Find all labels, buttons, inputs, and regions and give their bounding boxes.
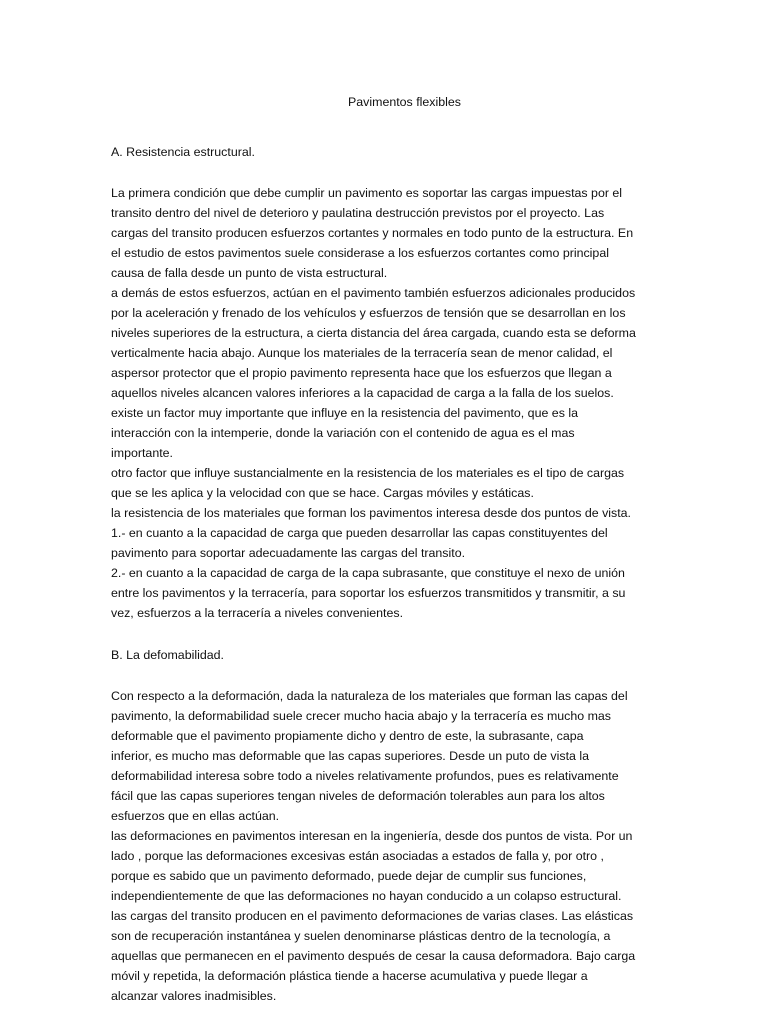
text-line: 2.- en cuanto a la capacidad de carga de la capa subrasante, que constituye el nexo de unión xyxy=(111,566,625,580)
text-line: interacción con la intemperie, donde la variación con el contenido de agua es el mas xyxy=(111,426,575,440)
text-line: 1.- en cuanto a la capacidad de carga que pueden desarrollar las capas constituyentes del xyxy=(111,526,608,540)
text-line: las deformaciones en pavimentos interesan en la ingeniería, desde dos puntos de vista. Por un xyxy=(111,829,633,843)
text-line: niveles superiores de la estructura, a cierta distancia del área cargada, cuando esta se deforma xyxy=(111,326,636,340)
text-line: pavimento para soportar adecuadamente las cargas del transito. xyxy=(111,546,466,560)
text-line: aquellos niveles alcancen valores inferiores a la capacidad de carga a la falla de los suelos. xyxy=(111,386,614,400)
section-spacer xyxy=(111,623,678,645)
section-b-heading: B. La defomabilidad. xyxy=(111,648,224,662)
text-line: porque es sabido que un pavimento deformado, puede dejar de cumplir sus funciones, xyxy=(111,869,587,883)
text-line: deformabilidad interesa sobre todo a niveles relativamente profundos, pues es relativamente xyxy=(111,769,619,783)
text-line: transito dentro del nivel de deterioro y paulatina destrucción previstos por el proyecto. Las xyxy=(111,206,605,220)
text-line: Con respecto a la deformación, dada la naturaleza de los materiales que forman las capas del xyxy=(111,689,628,703)
text-line: entre los pavimentos y la terracería, para soportar los esfuerzos transmitidos y transmitir, a su xyxy=(111,586,626,600)
text-line: causa de falla desde un punto de vista estructural. xyxy=(111,266,388,280)
text-line: a demás de estos esfuerzos, actúan en el pavimento también esfuerzos adicionales producidos xyxy=(111,286,636,300)
text-line: alcanzar valores inadmisibles. xyxy=(111,989,277,1003)
text-line: cargas del transito producen esfuerzos cortantes y normales en todo punto de la estructura. En xyxy=(111,226,634,240)
text-line: las cargas del transito producen en el pavimento deformaciones de varias clases. Las elásticas xyxy=(111,909,634,923)
text-line: vez, esfuerzos a la terracería a niveles convenientes. xyxy=(111,606,404,620)
text-line: son de recuperación instantánea y suelen denominarse plásticas dentro de la tecnología, a xyxy=(111,929,611,943)
text-line: esfuerzos que en ellas actúan. xyxy=(111,809,280,823)
text-line: lado , porque las deformaciones excesivas están asociadas a estados de falla y, por otro , xyxy=(111,849,604,863)
text-line: importante. xyxy=(111,446,173,460)
text-line: aquellas que permanecen en el pavimento después de cesar la causa deformadora. Bajo carga xyxy=(111,949,636,963)
section-a-heading: A. Resistencia estructural. xyxy=(111,145,255,159)
text-line: otro factor que influye sustancialmente en la resistencia de los materiales es el tipo de cargas xyxy=(111,466,625,480)
text-line: la resistencia de los materiales que forman los pavimentos interesa desde dos puntos de vista. xyxy=(111,506,632,520)
text-line: inferior, es mucho mas deformable que las capas superiores. Desde un puto de vista la xyxy=(111,749,589,763)
text-line: que se les aplica y la velocidad con que se hace. Cargas móviles y estáticas. xyxy=(111,486,534,500)
text-line: pavimento, la deformabilidad suele crecer mucho hacia abajo y la terracería es mucho mas xyxy=(111,709,612,723)
text-line: independientemente de que las deformaciones no hayan conducido a un colapso estructural. xyxy=(111,889,622,903)
text-line: deformable que el pavimento propiamente dicho y dentro de este, la subrasante, capa xyxy=(111,729,584,743)
text-line: aspersor protector que el propio pavimento representa hace que los esfuerzos que llegan a xyxy=(111,366,612,380)
text-line: el estudio de estos pavimentos suele considerase a los esfuerzos cortantes como principal xyxy=(111,246,609,260)
text-line: por la aceleración y frenado de los vehículos y esfuerzos de tensión que se desarrollan en los xyxy=(111,306,626,320)
text-line: móvil y repetida, la deformación plástica tiende a hacerse acumulativa y puede llegar a xyxy=(111,969,588,983)
text-line: La primera condición que debe cumplir un pavimento es soportar las cargas impuestas por el xyxy=(111,186,623,200)
page-title: Pavimentos flexibles xyxy=(348,95,461,109)
text-line: existe un factor muy importante que influye en la resistencia del pavimento, que es la xyxy=(111,406,578,420)
section-a-body xyxy=(111,183,678,623)
text-line: verticalmente hacia abajo. Aunque los materiales de la terracería sean de menor calidad, el xyxy=(111,346,613,360)
section-b-body xyxy=(111,686,678,1006)
text-line: fácil que las capas superiores tengan niveles de deformación tolerables aun para los altos xyxy=(111,789,605,803)
